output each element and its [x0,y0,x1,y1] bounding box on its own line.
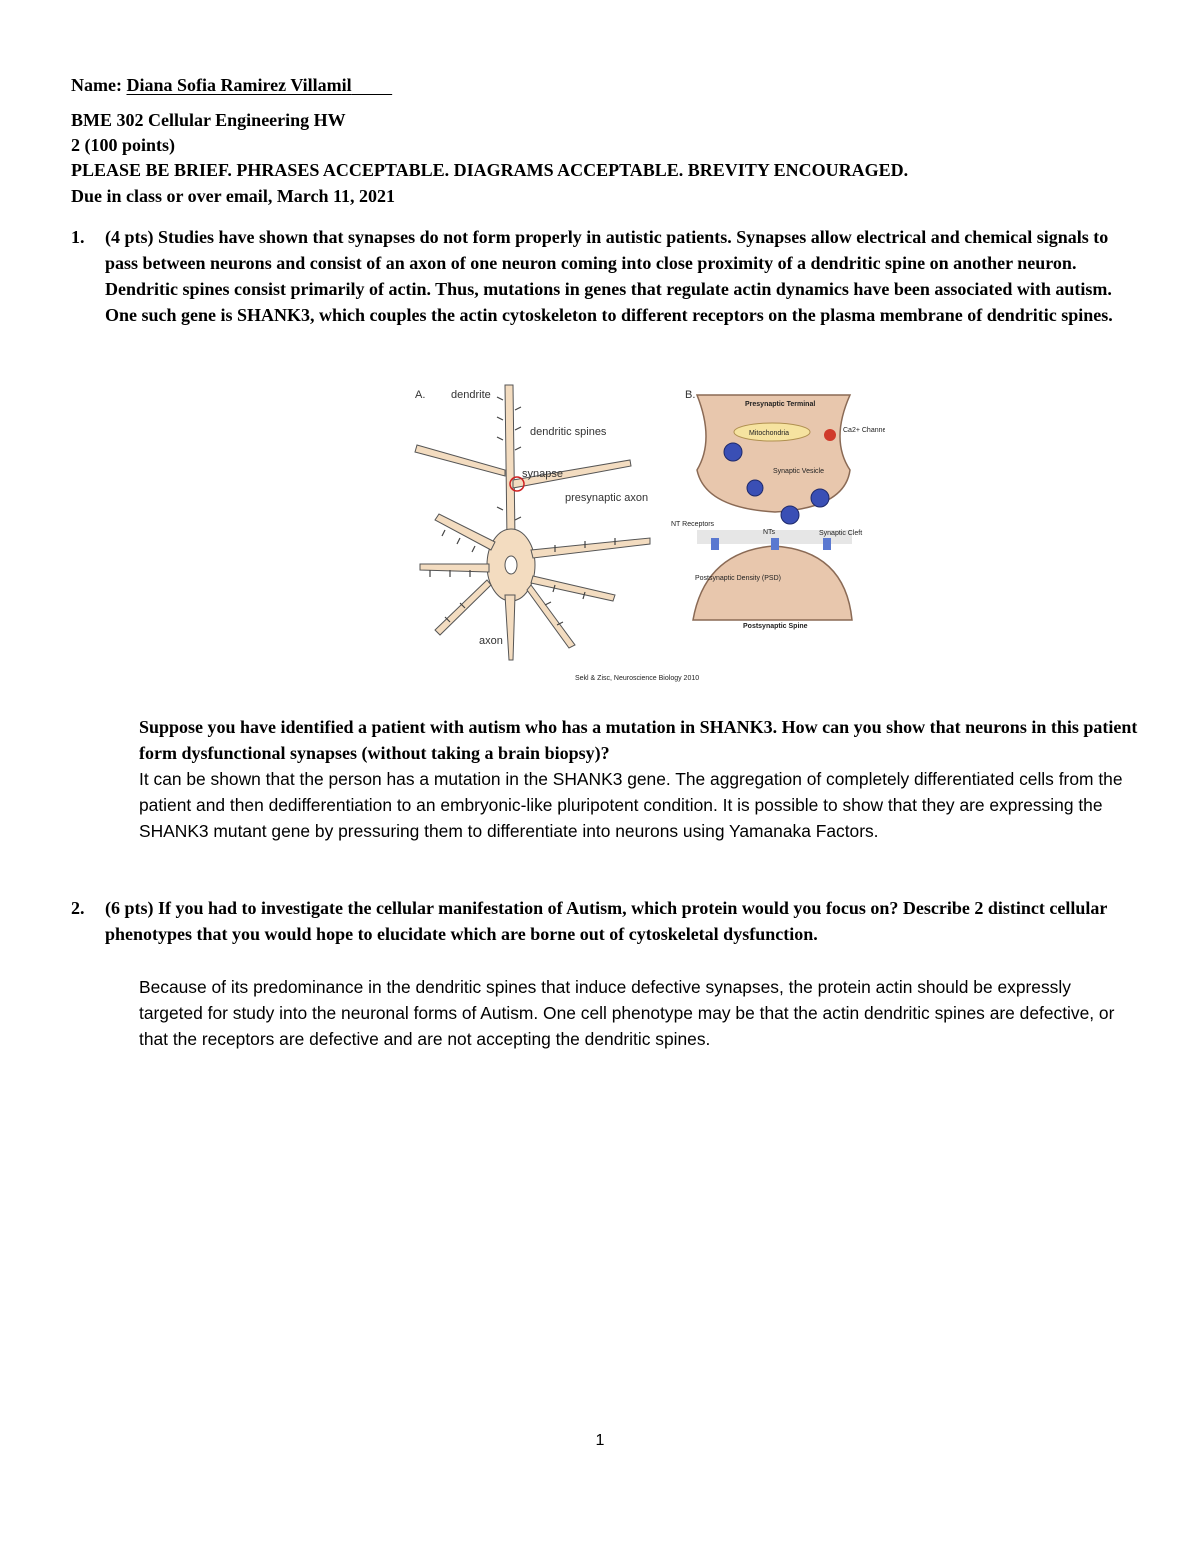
name-value: Diana Sofia Ramirez Villamil [126,75,352,95]
label-synaptic-vesicle: Synaptic Vesicle [773,468,824,475]
question-2-number: 2. [71,898,85,918]
question-1 [71,224,1135,328]
page-number: 1 [595,1432,605,1449]
instructions: PLEASE BE BRIEF. PHRASES ACCEPTABLE. DIAGRAMS ACCEPTABLE. BREVITY ENCOURAGED. [71,160,909,180]
label-presynaptic-axon: presynaptic axon [565,492,649,504]
question-2 [71,895,1135,947]
label-nt-receptors: NT Receptors [671,521,715,528]
name-line [71,73,392,97]
neuron-synapse-diagram [405,380,885,690]
due-date: Due in class or over email, March 11, 2021 [71,186,395,206]
question-1-number: 1. [71,227,85,247]
label-axon: axon [479,635,503,647]
label-synapse: synapse [522,468,563,480]
name-label: Name: [71,75,122,95]
label-mitochondria: Mitochondria [749,430,790,437]
question-2-prompt: (6 pts) If you had to investigate the cellular manifestation of Autism, which protein would you focus on? Describe 2 distinct cellular phenotypes that you would hope to elucidate which are borne out of cytoskeletal dysfunction. [105,898,1108,944]
label-postsynaptic-spine: Postsynaptic Spine [743,623,808,630]
course-line-1: BME 302 Cellular Engineering HW [71,110,346,130]
course-line-2: 2 (100 points) [71,135,176,155]
label-psd: Postsynaptic Density (PSD) [695,575,781,582]
label-dendrite: dendrite [451,389,491,401]
ca-channel-shape [824,429,836,441]
label-synaptic-cleft: Synaptic Cleft [819,530,863,537]
figure-credit: Sekl & Zisc, Neuroscience Biology 2010 [575,675,700,682]
label-ca-channel: Ca2+ Channel [843,427,885,434]
label-dendritic-spines: dendritic spines [530,426,607,438]
panel-a-label: A. [415,389,426,401]
question-1-subprompt: Suppose you have identified a patient with autism who has a mutation in SHANK3. How can you show that neurons in this patient form dysfunctional synapses (without taking a brain biopsy)? [139,717,1138,763]
question-1-prompt: (4 pts) Studies have shown that synapses do not form properly in autistic patients. Synapses allow electrical and chemical signals to pass between neurons and consist of an axon of one neuron coming into close proximity of a dendritic spine on another neuron. Dendritic spines consist primarily of actin. Thus, mutations in genes that regulate actin dynamics have been associated with autism. One such gene is SHANK3, which couples the actin cytoskeleton to different receptors on the plasma membrane of dendritic spines. [105,227,1113,325]
panel-b-label: B. [685,389,696,401]
label-presynaptic-terminal: Presynaptic Terminal [745,401,816,408]
question-1-answer: It can be shown that the person has a mutation in the SHANK3 gene. The aggregation of completely differentiated cells from the patient and then dedifferentiation to an embryonic-like pluripotent condition. It is possible to show that they are expressing the SHANK3 mutant gene by pressuring them to differentiate into neurons using Yamanaka Factors. [139,769,1123,841]
label-nts: NTs [763,529,776,536]
postsynaptic-spine-shape [693,546,852,620]
synapse-figure [405,380,885,690]
question-2-answer: Because of its predominance in the dendritic spines that induce defective synapses, the protein actin should be expressly targeted for study into the neuronal forms of Autism. One cell phenotype may be that the actin dendritic spines are defective, or that the receptors are defective and are not accepting the dendritic spines. [139,977,1115,1049]
